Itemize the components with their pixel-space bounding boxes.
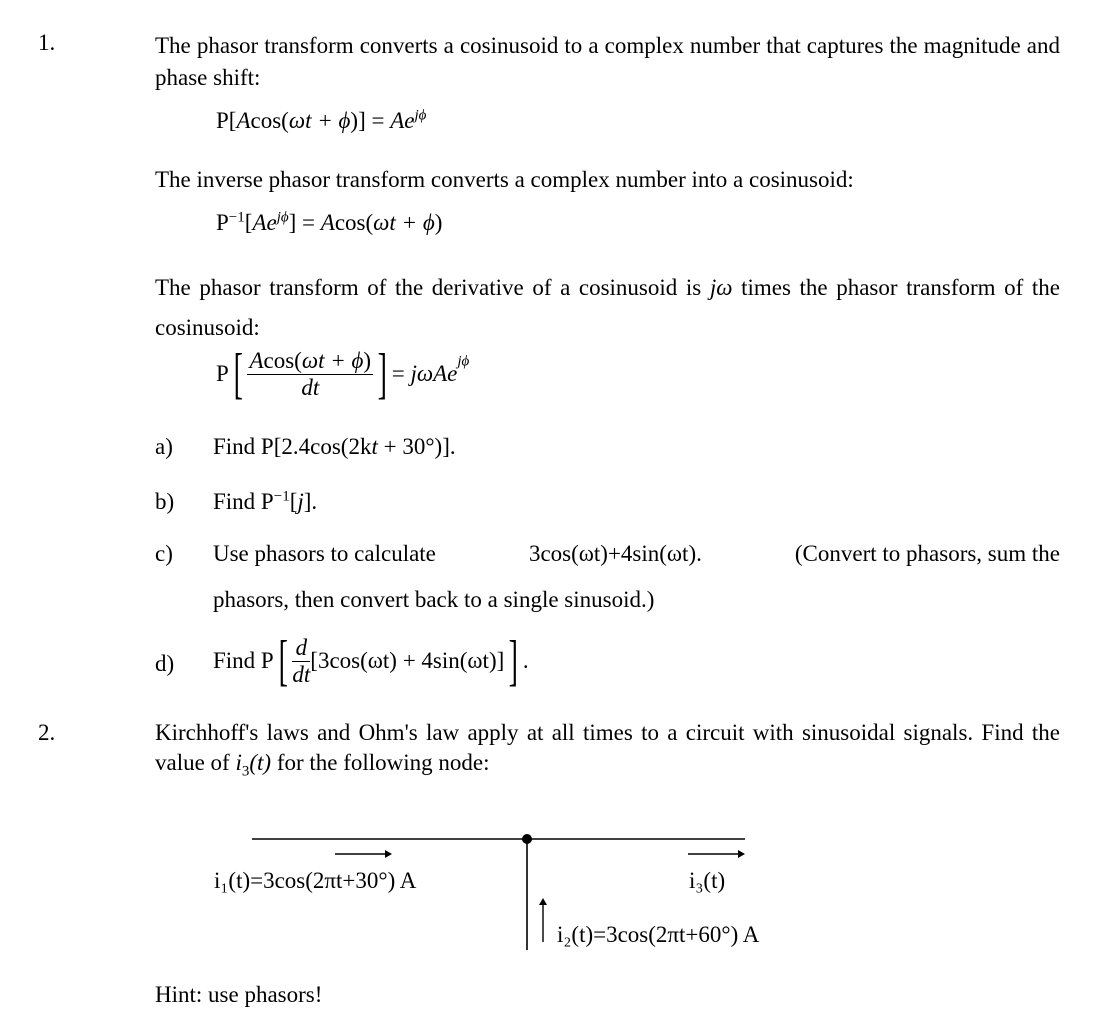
circuit-node-diagram [0,820,1098,960]
equation-phasor-transform: $P[Acos(\omega t + \phi)] = Ae^{j\phi}$ [216,107,427,133]
part-d-label: d) [155,651,175,676]
part-c-line1: Use phasors to calculate 3cos(ωt)+4sin(ωt). (Convert to phasors, sum the [213,541,1060,566]
problem-2-intro: Kirchhoff's laws and Ohm's law apply at all times to a circuit with sinusoidal signals. Find the value of $i_3(t)$ for the following node: [155,720,1060,780]
part-c-label: c) [155,541,173,566]
hint-text: Hint: use phasors! [155,982,323,1007]
equation-inverse-phasor: $P^{-1}[Ae^{j\phi}] = Acos(\omega t + \phi)$ [216,209,443,235]
i1-label: i₁(t)=3cos(2πt+30°) A [214,868,417,893]
i1-arrow [335,850,392,858]
i3-label: i₃(t) [689,868,726,893]
part-a-label: a) [155,434,173,459]
problem-1-number: 1. [38,30,56,55]
i2-arrow [539,898,547,942]
problem-2-number: 2. [38,720,56,745]
problem-1-intro: The phasor transform converts a cosinusoid to a complex number that captures the magnitude and phase shift: [155,33,1060,90]
part-d-text: Find P[ $\frac{d}{dt}$ [3cos(ωt) + 4sin(ωt)]] . [213,630,529,692]
derivative-intro: The phasor transform of the derivative of a cosinusoid is jω times the phasor transform of the cosinusoid: [155,275,1061,340]
equation-derivative-phasor: P[ $\frac{Acos(\omega t + \phi)}{dt}$ ] = jωAe$^{j\phi}$ [216,343,470,405]
part-b-label: b) [155,489,175,514]
node-dot [522,834,532,844]
inverse-intro: The inverse phasor transform converts a complex number into a cosinusoid: [155,167,854,192]
part-a-text: Find P[2.4cos(2kt + 30°)]. [213,434,456,459]
i2-label: i₂(t)=3cos(2πt+60°) A [557,922,760,947]
i3-arrow [688,850,745,858]
part-b-text: Find $P^{-1}[j]$. [213,488,318,514]
part-c-line2: phasors, then convert back to a single sinusoid.) [213,587,655,612]
